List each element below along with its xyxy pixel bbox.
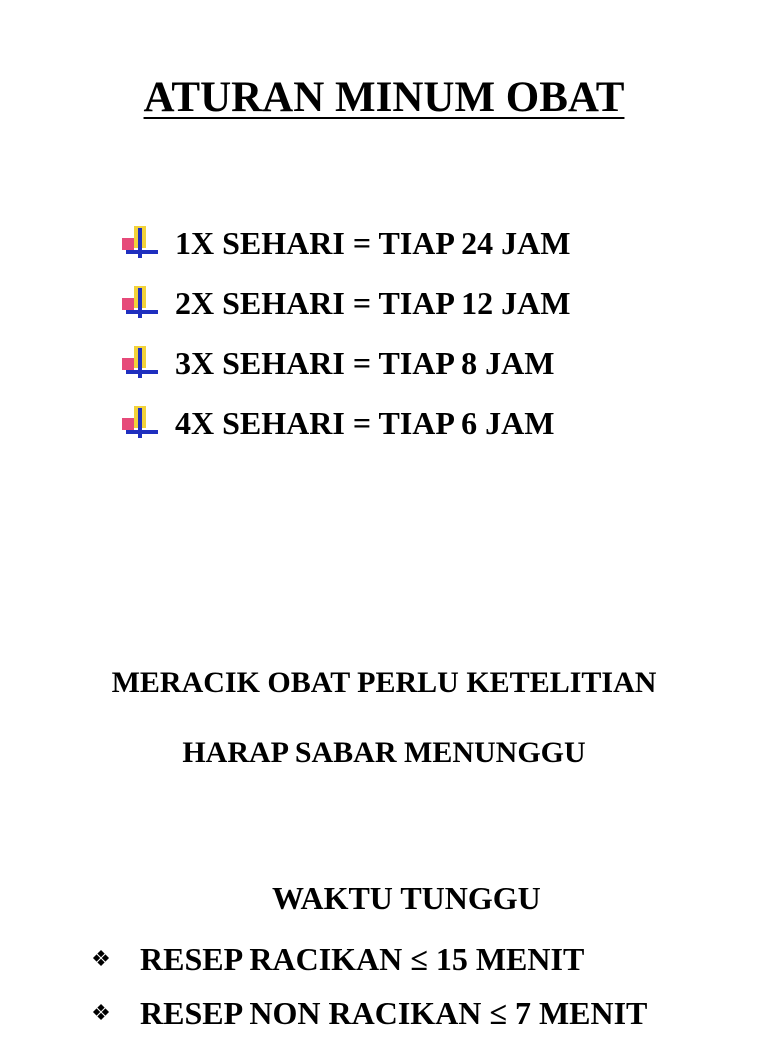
bullet-arrow-icon <box>122 286 158 320</box>
waiting-time-text: RESEP NON RACIKAN ≤ 7 MENIT <box>140 994 648 1031</box>
dosage-rule <box>122 393 570 453</box>
notice-precision: MERACIK OBAT PERLU KETELITIAN <box>111 666 657 699</box>
waiting-time-text: RESEP RACIKAN ≤ 15 MENIT <box>140 940 585 977</box>
bullet-arrow-icon <box>122 406 158 440</box>
bullet-arrow-icon <box>122 346 158 380</box>
notice-patience: HARAP SABAR MENUNGGU <box>182 736 586 769</box>
dosage-rule-text: 4X SEHARI = TIAP 6 JAM <box>175 404 555 441</box>
dosage-rule-text: 1X SEHARI = TIAP 24 JAM <box>175 224 571 261</box>
dosage-rule-text: 3X SEHARI = TIAP 8 JAM <box>175 344 555 381</box>
waiting-time-item <box>88 932 647 986</box>
dosage-rules-list <box>122 213 570 453</box>
page-title-text: ATURAN MINUM OBAT <box>143 74 625 121</box>
dosage-rule <box>122 333 570 393</box>
dosage-rule-text: 2X SEHARI = TIAP 12 JAM <box>175 284 571 321</box>
dosage-rule <box>122 213 570 273</box>
dosage-rule <box>122 273 570 333</box>
diamond-bullet-icon: ❖ <box>91 1000 111 1026</box>
diamond-bullet-icon: ❖ <box>91 946 111 972</box>
waiting-time-item <box>88 986 647 1040</box>
waiting-time-title: WAKTU TUNGGU <box>272 880 541 916</box>
page-title <box>0 72 768 124</box>
bullet-arrow-icon <box>122 226 158 260</box>
